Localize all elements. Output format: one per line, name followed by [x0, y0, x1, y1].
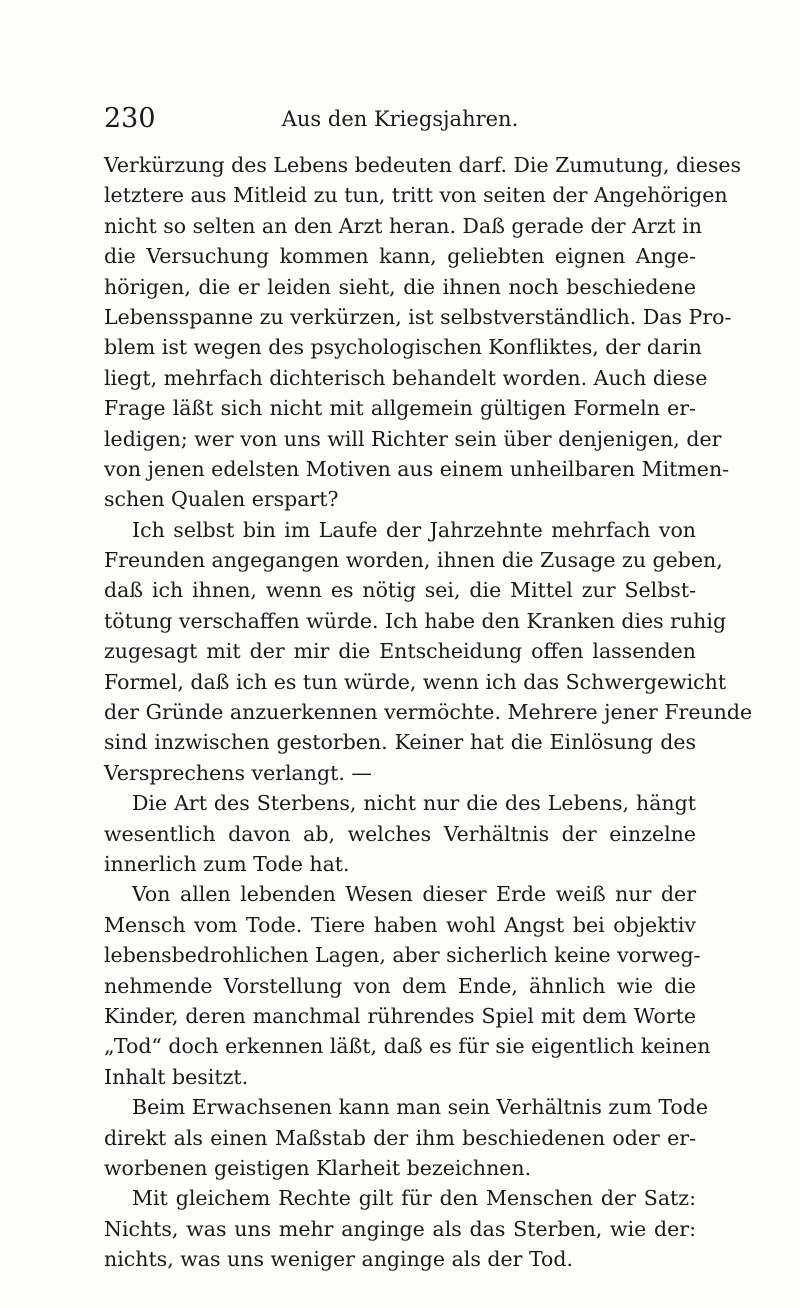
text-line: wesentlich davon ab, welches Verhältnis der einzelne	[104, 821, 696, 846]
text-line: die Versuchung kommen kann, geliebten eignen Ange-	[104, 244, 696, 269]
text-line: tötung verschaffen würde. Ich habe den Kranken dies ruhig	[104, 608, 727, 633]
text-line: von jenen edelsten Motiven aus einem unheilbaren Mitmen-	[104, 456, 730, 481]
text-line: ledigen; wer von uns will Richter sein über denjenigen, der	[104, 426, 722, 451]
text-line: schen Qualen erspart?	[104, 487, 339, 512]
text-line: Mit gleichem Rechte gilt für den Menschen der Satz:	[132, 1186, 696, 1211]
text-line: nehmende Vorstellung von dem Ende, ähnlich wie die	[104, 973, 696, 998]
text-line: Formel, daß ich es tun würde, wenn ich das Schwergewicht	[104, 669, 727, 694]
text-line: Versprechens verlangt. —	[104, 760, 372, 785]
text-line: Lebensspanne zu verkürzen, ist selbstverständlich. Das Pro-	[104, 304, 732, 329]
text-line: der Gründe anzuerkennen vermöchte. Mehrere jener Freunde	[104, 700, 753, 725]
text-line: Mensch vom Tode. Tiere haben wohl Angst bei objektiv	[104, 912, 696, 937]
text-line: Von allen lebenden Wesen dieser Erde weiß nur der	[132, 882, 696, 907]
running-title: Aus den Kriegsjahren.	[281, 107, 519, 131]
text-line: letztere aus Mitleid zu tun, tritt von seiten der Angehörigen	[104, 183, 728, 208]
text-line: Die Art des Sterbens, nicht nur die des Lebens, hängt	[132, 791, 696, 816]
text-line: sind inzwischen gestorben. Keiner hat die Einlösung des	[104, 730, 696, 755]
text-line: liegt, mehrfach dichterisch behandelt worden. Auch diese	[104, 365, 708, 390]
text-line: Frage läßt sich nicht mit allgemein gültigen Formeln er-	[104, 396, 696, 421]
text-line: „Tod“ doch erkennen läßt, daß es für sie eigentlich keinen	[104, 1034, 711, 1059]
page-header	[104, 101, 696, 137]
text-line: Kinder, deren manchmal rührendes Spiel mit dem Worte	[104, 1003, 696, 1028]
text-line: Beim Erwachsenen kann man sein Verhältnis zum Tode	[132, 1095, 709, 1120]
text-line: Ich selbst bin im Laufe der Jahrzehnte mehrfach von	[132, 517, 696, 542]
text-line: Freunden angegangen worden, ihnen die Zusage zu geben,	[104, 548, 723, 573]
text-line: Verkürzung des Lebens bedeuten darf. Die Zumutung, dieses	[104, 153, 742, 177]
text-line: lebensbedrohlichen Lagen, aber sicherlich keine vorweg-	[104, 943, 701, 968]
text-line: zugesagt mit der mir die Entscheidung offen lassenden	[104, 639, 696, 664]
text-line: innerlich zum Tode hat.	[104, 851, 350, 876]
text-line: hörigen, die er leiden sieht, die ihnen noch beschiedene	[104, 274, 696, 299]
text-line: nichts, was uns weniger anginge als der Tod.	[104, 1247, 574, 1272]
text-line: direkt als einen Maßstab der ihm beschiedenen oder er-	[104, 1125, 696, 1150]
text-line: worbenen geistigen Klarheit bezeichnen.	[104, 1155, 532, 1180]
text-line: nicht so selten an den Arzt heran. Daß gerade der Arzt in	[104, 213, 702, 238]
text-line: blem ist wegen des psychologischen Konfliktes, der darin	[104, 335, 702, 360]
text-line: Inhalt besitzt.	[104, 1064, 249, 1089]
text-line: Nichts, was uns mehr anginge als das Sterben, wie der:	[104, 1216, 696, 1241]
text-line: daß ich ihnen, wenn es nötig sei, die Mittel zur Selbst-	[104, 578, 696, 603]
body-text	[104, 150, 753, 1274]
page-number: 230	[104, 103, 156, 134]
